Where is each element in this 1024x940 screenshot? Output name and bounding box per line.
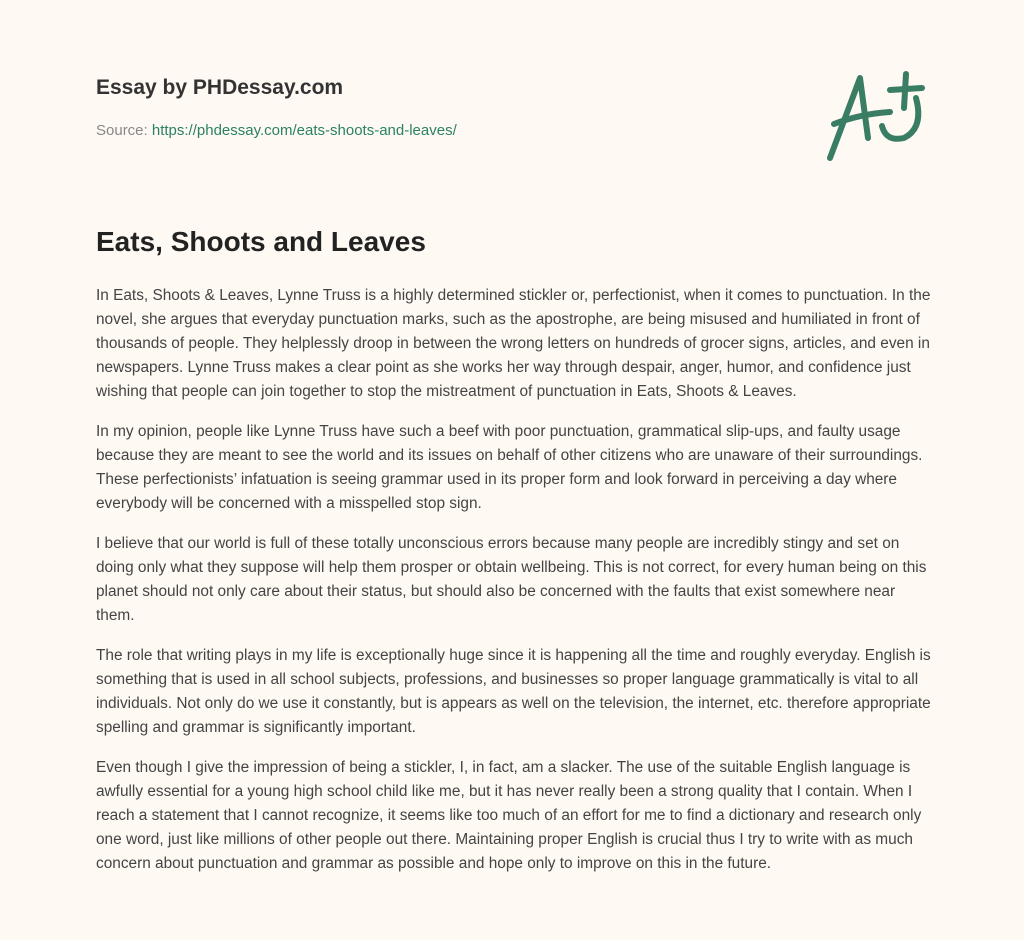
brand-title: Essay by PHDessay.com [96, 76, 344, 99]
essay-title: Eats, Shoots and Leaves [96, 226, 426, 257]
source-label: Source: [96, 122, 148, 139]
essay-paragraph: I believe that our world is full of these totally unconscious errors because many people are incredibly stingy and set on doing only what they suppose will help them prosper or obtain wellbeing. This is not correct, for every human being on this planet should not only care about their status, but should also be concerned with the faults that exist somewhere near them. [96, 535, 927, 624]
essay-paragraph: The role that writing plays in my life is exceptionally huge since it is happening all the time and roughly everyday. English is something that is used in all school subjects, professions, and businesses so proper language grammatically is vital to all individuals. Not only do we use it constantly, but is appears as well on the television, the internet, etc. therefore appropriate spelling and grammar is significantly important. [96, 647, 931, 736]
essay-body [96, 284, 934, 892]
a-plus-logo-icon [820, 68, 930, 164]
essay-paragraph: In Eats, Shoots & Leaves, Lynne Truss is a highly determined stickler or, perfectionist, when it comes to punctuation. In the novel, she argues that everyday punctuation marks, such as the apostrophe, are being misused and humiliated in front of thousands of people. They helplessly droop in between the wrong letters on hundreds of grocer signs, articles, and even in newspapers. Lynne Truss makes a clear point as she works her way through despair, anger, humor, and confidence just wishing that people can join together to stop the mistreatment of punctuation in Eats, Shoots & Leaves. [96, 287, 931, 400]
essay-paragraph: Even though I give the impression of being a stickler, I, in fact, am a slacker. The use of the suitable English language is awfully essential for a young high school child like me, but it has never really been a strong quality that I contain. When I reach a statement that I cannot recognize, it seems like too much of an effort for me to find a dictionary and research only one word, just like millions of other people out there. Maintaining proper English is crucial thus I try to write with as much concern about punctuation and grammar as possible and hope only to improve on this in the future. [96, 759, 922, 872]
source-line [96, 122, 457, 139]
page-header [96, 76, 457, 139]
source-link[interactable]: https://phdessay.com/eats-shoots-and-leaves/ [151, 122, 457, 139]
essay-paragraph: In my opinion, people like Lynne Truss have such a beef with poor punctuation, grammatical slip-ups, and faulty usage because they are meant to see the world and its issues on behalf of other citizens who are unaware of their surroundings. These perfectionists’ infatuation is seeing grammar used in its proper form and look forward in perceiving a day where everybody will be concerned with a misspelled stop sign. [96, 423, 923, 512]
